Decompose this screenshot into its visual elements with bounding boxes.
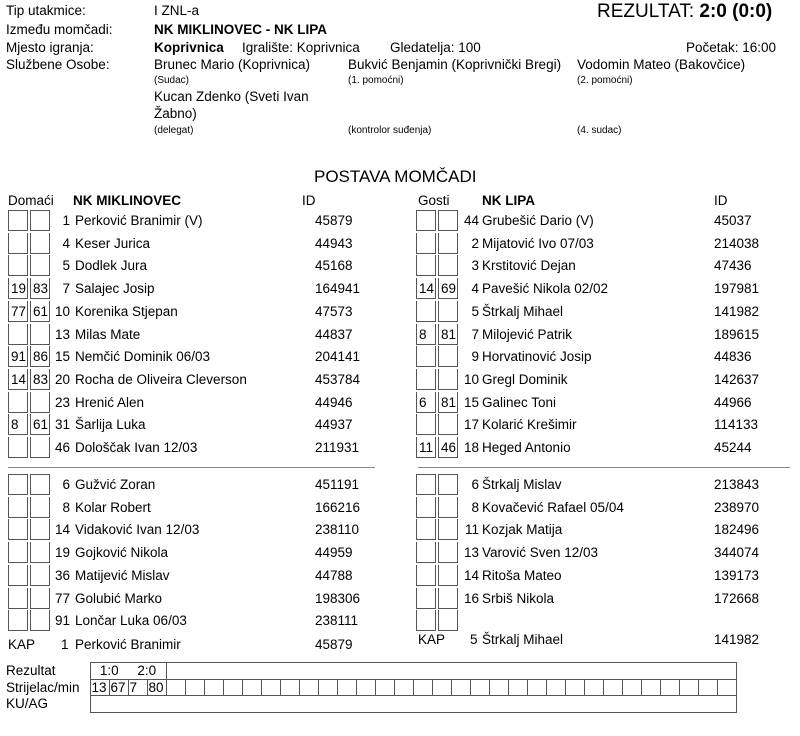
scorer-row xyxy=(6,679,736,696)
result-cell-2: 2:0 xyxy=(128,663,166,680)
player-id: 44946 xyxy=(315,394,353,410)
player-number: 19 xyxy=(54,545,70,561)
minute-box-out xyxy=(438,610,458,631)
player-id: 453784 xyxy=(315,371,361,387)
player-number: 6 xyxy=(62,477,70,492)
scorer-cell xyxy=(204,679,223,696)
minute-box-out: 83 xyxy=(30,278,50,299)
scorer-cell xyxy=(641,679,660,696)
player-name: Kozjak Matija xyxy=(482,522,563,538)
scorer-cell xyxy=(356,679,375,696)
player-number: 14 xyxy=(54,522,70,538)
player-number: 31 xyxy=(54,417,70,433)
player-id: 44966 xyxy=(714,394,752,410)
minute-box-in xyxy=(416,565,436,586)
player-number: 7 xyxy=(62,281,70,297)
player-name: Gregl Dominik xyxy=(482,371,568,387)
minute-box-in xyxy=(416,301,436,322)
minute-box-out: 69 xyxy=(438,278,458,299)
player-id: 197981 xyxy=(714,281,760,297)
minute-box-out: 61 xyxy=(30,414,50,435)
minute-box-in xyxy=(8,588,28,609)
player-number: 11 xyxy=(464,522,479,538)
match-title: NK MIKLINOVEC - NK LIPA xyxy=(154,22,327,37)
teams-label: Između momčadi: xyxy=(6,22,113,37)
scorer-cell xyxy=(280,679,299,696)
away-captain-number: 5 xyxy=(470,632,478,647)
player-number: 36 xyxy=(54,567,70,583)
minute-box-in xyxy=(8,565,28,586)
scorer-cell: 67 xyxy=(109,679,128,696)
player-id: 211931 xyxy=(315,440,360,455)
player-name: Dološčak Ivan 12/03 xyxy=(75,440,198,455)
player-number: 8 xyxy=(471,499,479,515)
player-number: 4 xyxy=(62,235,70,251)
match-type-value: I ZNL-a xyxy=(154,3,200,18)
player-id: 44837 xyxy=(315,326,353,342)
scorer-cell xyxy=(527,679,546,696)
player-id: 45168 xyxy=(315,258,353,274)
scorer-cell xyxy=(717,679,736,696)
player-name: Salajec Josip xyxy=(75,281,155,297)
player-id: 141982 xyxy=(714,303,760,319)
scorer-cell: 13 xyxy=(90,679,109,696)
result-cell-empty xyxy=(166,663,736,680)
home-captain-id: 45879 xyxy=(315,637,353,652)
scorer-cell xyxy=(261,679,280,696)
minute-box-in: 14 xyxy=(8,369,28,390)
minute-box-in xyxy=(8,233,28,254)
player-name: Korenika Stjepan xyxy=(75,303,178,319)
player-id: 166216 xyxy=(315,499,361,515)
player-id: 47573 xyxy=(315,303,353,319)
scorer-cell xyxy=(413,679,432,696)
player-name: Milojević Patrik xyxy=(482,326,573,342)
player-number: 5 xyxy=(62,258,70,274)
player-id: 214038 xyxy=(714,235,760,251)
home-captain-label: KAP xyxy=(8,637,36,652)
player-number: 3 xyxy=(471,258,479,274)
minute-box-in xyxy=(416,474,436,495)
minute-box-in xyxy=(8,392,28,413)
player-name: Gužvić Zoran xyxy=(75,477,156,492)
minute-box-out: 46 xyxy=(438,437,458,458)
player-id: 238111 xyxy=(315,613,359,629)
player-number: 91 xyxy=(54,613,70,629)
player-number: 14 xyxy=(463,567,479,583)
scorer-cell xyxy=(223,679,242,696)
scorer-cell xyxy=(318,679,337,696)
away-team-name: NK LIPA xyxy=(482,193,535,208)
player-number: 15 xyxy=(54,349,70,365)
official-referee: Brunec Mario (Koprivnica) xyxy=(154,57,311,72)
role-referee: (Sudac) xyxy=(154,75,190,86)
stadium: Igralište: Koprivnica xyxy=(242,40,360,55)
player-number: 20 xyxy=(54,371,70,387)
player-name: Srbiš Nikola xyxy=(482,590,555,606)
player-id: 44788 xyxy=(315,567,353,583)
player-name: Ritoša Mateo xyxy=(482,567,562,583)
home-side-label: Domaći xyxy=(8,193,54,208)
player-name: Matijević Mislav xyxy=(75,567,170,583)
minute-box-out: 83 xyxy=(30,369,50,390)
scorer-cell xyxy=(489,679,508,696)
home-captain-number: 1 xyxy=(61,637,69,652)
minute-box-in xyxy=(8,324,28,345)
minute-box-in: 14 xyxy=(416,278,436,299)
player-id: 172668 xyxy=(714,590,760,606)
player-name: Pavešić Nikola 02/02 xyxy=(482,281,609,297)
minute-box-in xyxy=(8,610,28,631)
scorer-cell xyxy=(432,679,451,696)
scorer-cell xyxy=(375,679,394,696)
minute-box-in xyxy=(416,233,436,254)
player-name: Šarlija Luka xyxy=(75,417,146,433)
player-name: Varović Sven 12/03 xyxy=(482,545,599,561)
player-number: 8 xyxy=(62,499,70,515)
role-delegate: (delegat) xyxy=(154,125,194,136)
player-number: 9 xyxy=(471,349,479,365)
minute-box-in xyxy=(8,255,28,276)
player-number: 5 xyxy=(471,303,479,319)
minute-box-in: 6 xyxy=(416,392,436,413)
minute-box-in xyxy=(8,437,28,458)
player-id: 45244 xyxy=(714,440,752,455)
home-id-header: ID xyxy=(302,193,316,208)
player-name: Dodlek Jura xyxy=(75,258,148,274)
away-side-label: Gosti xyxy=(418,193,450,208)
scorer-cell: 80 xyxy=(147,679,166,696)
player-name: Štrkalj Mislav xyxy=(482,477,562,492)
scorer-cell: 7 xyxy=(128,679,147,696)
player-id: 451191 xyxy=(315,477,360,492)
minute-box-in xyxy=(416,255,436,276)
player-id: 189615 xyxy=(714,326,760,342)
player-name: Galinec Toni xyxy=(482,394,557,410)
player-name: Gojković Nikola xyxy=(75,545,169,561)
scorer-cell xyxy=(698,679,717,696)
scorer-cell xyxy=(451,679,470,696)
player-id: 142637 xyxy=(714,371,760,387)
player-name: Lončar Luka 06/03 xyxy=(75,613,187,629)
player-id: 45037 xyxy=(714,213,752,228)
venue-value: Koprivnica xyxy=(154,40,224,55)
player-id: 344074 xyxy=(714,545,760,561)
minute-box-out: 81 xyxy=(438,392,458,413)
player-name: Štrkalj Mihael xyxy=(482,303,564,319)
scorer-cell xyxy=(546,679,565,696)
scorer-cell xyxy=(470,679,489,696)
player-name: Heged Antonio xyxy=(482,440,571,455)
player-name: Kolar Robert xyxy=(75,499,151,515)
player-id: 198306 xyxy=(315,590,361,606)
scorer-cell xyxy=(565,679,584,696)
player-id: 213843 xyxy=(714,477,760,492)
minute-box-in xyxy=(416,588,436,609)
player-name: Mijatović Ivo 07/03 xyxy=(482,235,594,251)
player-name: Milas Mate xyxy=(75,326,141,342)
player-name: Vidaković Ivan 12/03 xyxy=(75,522,200,538)
player-name: Kolarić Krešimir xyxy=(482,417,577,433)
official-delegate-line2: Žabno) xyxy=(154,106,197,121)
result-value: 2:0 (0:0) xyxy=(699,1,773,22)
attendance: Gledatelja: 100 xyxy=(390,40,481,55)
minute-box-in xyxy=(416,519,436,540)
player-number: 18 xyxy=(463,440,479,455)
minute-box-out: 86 xyxy=(30,346,50,367)
player-id: 164941 xyxy=(315,281,361,297)
role-controller: (kontrolor suđenja) xyxy=(348,125,432,136)
kuag-row xyxy=(6,696,736,713)
minute-box-in xyxy=(416,610,436,631)
official-delegate-line1: Kucan Zdenko (Sveti Ivan xyxy=(154,89,309,104)
minute-box-in xyxy=(8,542,28,563)
player-number: 13 xyxy=(54,326,70,342)
minute-box-in xyxy=(8,210,28,231)
result-cell-1: 1:0 xyxy=(90,663,128,680)
away-captain-id: 141982 xyxy=(714,632,760,647)
player-number: 17 xyxy=(463,417,479,433)
role-fourth-official: (4. sudac) xyxy=(577,125,622,136)
scorer-cell xyxy=(242,679,261,696)
minute-box-in: 8 xyxy=(416,324,436,345)
scorer-cell xyxy=(603,679,622,696)
player-number: 44 xyxy=(463,213,479,228)
officials-label: Službene Osobe: xyxy=(6,57,110,72)
result-label: REZULTAT: xyxy=(597,1,695,22)
player-name: Golubić Marko xyxy=(75,590,163,606)
player-number: 7 xyxy=(471,326,479,342)
match-type-label: Tip utakmice: xyxy=(6,3,86,18)
kuag-cell xyxy=(90,696,736,713)
scorer-cell xyxy=(679,679,698,696)
player-number: 10 xyxy=(54,303,70,319)
away-divider xyxy=(418,467,790,468)
player-number: 10 xyxy=(463,371,479,387)
scorer-cell xyxy=(660,679,679,696)
player-number: 77 xyxy=(54,590,70,606)
home-team-name: NK MIKLINOVEC xyxy=(73,193,181,208)
player-id: 44836 xyxy=(714,349,752,365)
player-name: Keser Jurica xyxy=(75,235,151,251)
away-captain-label: KAP xyxy=(418,632,446,647)
scorer-cell xyxy=(584,679,603,696)
player-id: 47436 xyxy=(714,258,752,274)
minute-box-in: 19 xyxy=(8,278,28,299)
player-id: 44943 xyxy=(315,235,353,251)
official-assistant-2: Vodomin Mateo (Bakovčice) xyxy=(577,57,746,72)
kickoff-time: Početak: 16:00 xyxy=(686,40,777,55)
minute-box-in xyxy=(416,210,436,231)
player-id: 44959 xyxy=(315,545,353,561)
player-id: 238110 xyxy=(315,522,360,538)
player-name: Rocha de Oliveira Cleverson xyxy=(75,371,247,387)
scorer-cell xyxy=(337,679,356,696)
player-name: Grubešić Dario (V) xyxy=(482,213,594,228)
result-row-label: Rezultat xyxy=(6,663,56,679)
player-name: Krstitović Dejan xyxy=(482,258,576,274)
player-number: 46 xyxy=(54,440,70,455)
player-number: 16 xyxy=(463,590,479,606)
player-id: 44937 xyxy=(315,417,353,433)
minute-box-in: 11 xyxy=(416,437,436,458)
minute-box-in xyxy=(8,474,28,495)
player-id: 238970 xyxy=(714,499,760,515)
home-captain-name: Perković Branimir xyxy=(75,637,181,652)
scorer-cell xyxy=(299,679,318,696)
minute-box-in xyxy=(416,497,436,518)
minute-box-in xyxy=(416,346,436,367)
minute-box-in xyxy=(416,542,436,563)
player-id: 204141 xyxy=(315,349,361,365)
scorer-cell xyxy=(394,679,413,696)
player-name: Perković Branimir (V) xyxy=(75,213,203,228)
away-id-header: ID xyxy=(714,193,728,208)
player-id: 114133 xyxy=(714,417,759,433)
scorer-cell xyxy=(166,679,185,696)
minute-box-in xyxy=(416,414,436,435)
scorer-cell xyxy=(622,679,641,696)
player-number: 4 xyxy=(471,281,479,297)
minute-box-in: 77 xyxy=(8,301,28,322)
player-id: 182496 xyxy=(714,522,760,538)
scorer-cell xyxy=(185,679,204,696)
player-number: 6 xyxy=(471,477,479,492)
player-name: Horvatinović Josip xyxy=(482,349,592,365)
player-number: 15 xyxy=(463,394,479,410)
minute-box-out: 61 xyxy=(30,301,50,322)
role-assistant-2: (2. pomoćni) xyxy=(577,75,633,86)
minute-box-in xyxy=(416,369,436,390)
minute-box-in: 91 xyxy=(8,346,28,367)
player-id: 45879 xyxy=(315,213,353,228)
minute-box-in: 8 xyxy=(8,414,28,435)
minute-box-in xyxy=(8,519,28,540)
player-name: Nemčić Dominik 06/03 xyxy=(75,349,211,365)
minute-box-in xyxy=(8,497,28,518)
player-number: 23 xyxy=(54,394,70,410)
minute-box-out: 81 xyxy=(438,324,458,345)
player-id: 139173 xyxy=(714,567,760,583)
player-number: 1 xyxy=(62,213,70,228)
scorer-row-label: Strijelac/min xyxy=(6,679,80,695)
official-assistant-1: Bukvić Benjamin (Koprivnički Bregi) xyxy=(348,57,562,72)
scoring-table xyxy=(6,662,737,713)
role-assistant-1: (1. pomoćni) xyxy=(348,75,404,86)
venue-label: Mjesto igranja: xyxy=(6,40,94,55)
player-number: 2 xyxy=(471,235,479,251)
player-name: Hrenić Alen xyxy=(75,394,145,410)
away-captain-name: Štrkalj Mihael xyxy=(482,632,564,647)
scorer-cell xyxy=(508,679,527,696)
player-name: Kovačević Rafael 05/04 xyxy=(482,499,624,515)
home-divider xyxy=(8,467,375,468)
result-row xyxy=(6,663,736,680)
result-heading xyxy=(597,1,772,23)
kuag-row-label: KU/AG xyxy=(6,696,49,712)
player-number: 13 xyxy=(463,545,479,561)
section-title: POSTAVA MOMČADI xyxy=(314,167,477,186)
